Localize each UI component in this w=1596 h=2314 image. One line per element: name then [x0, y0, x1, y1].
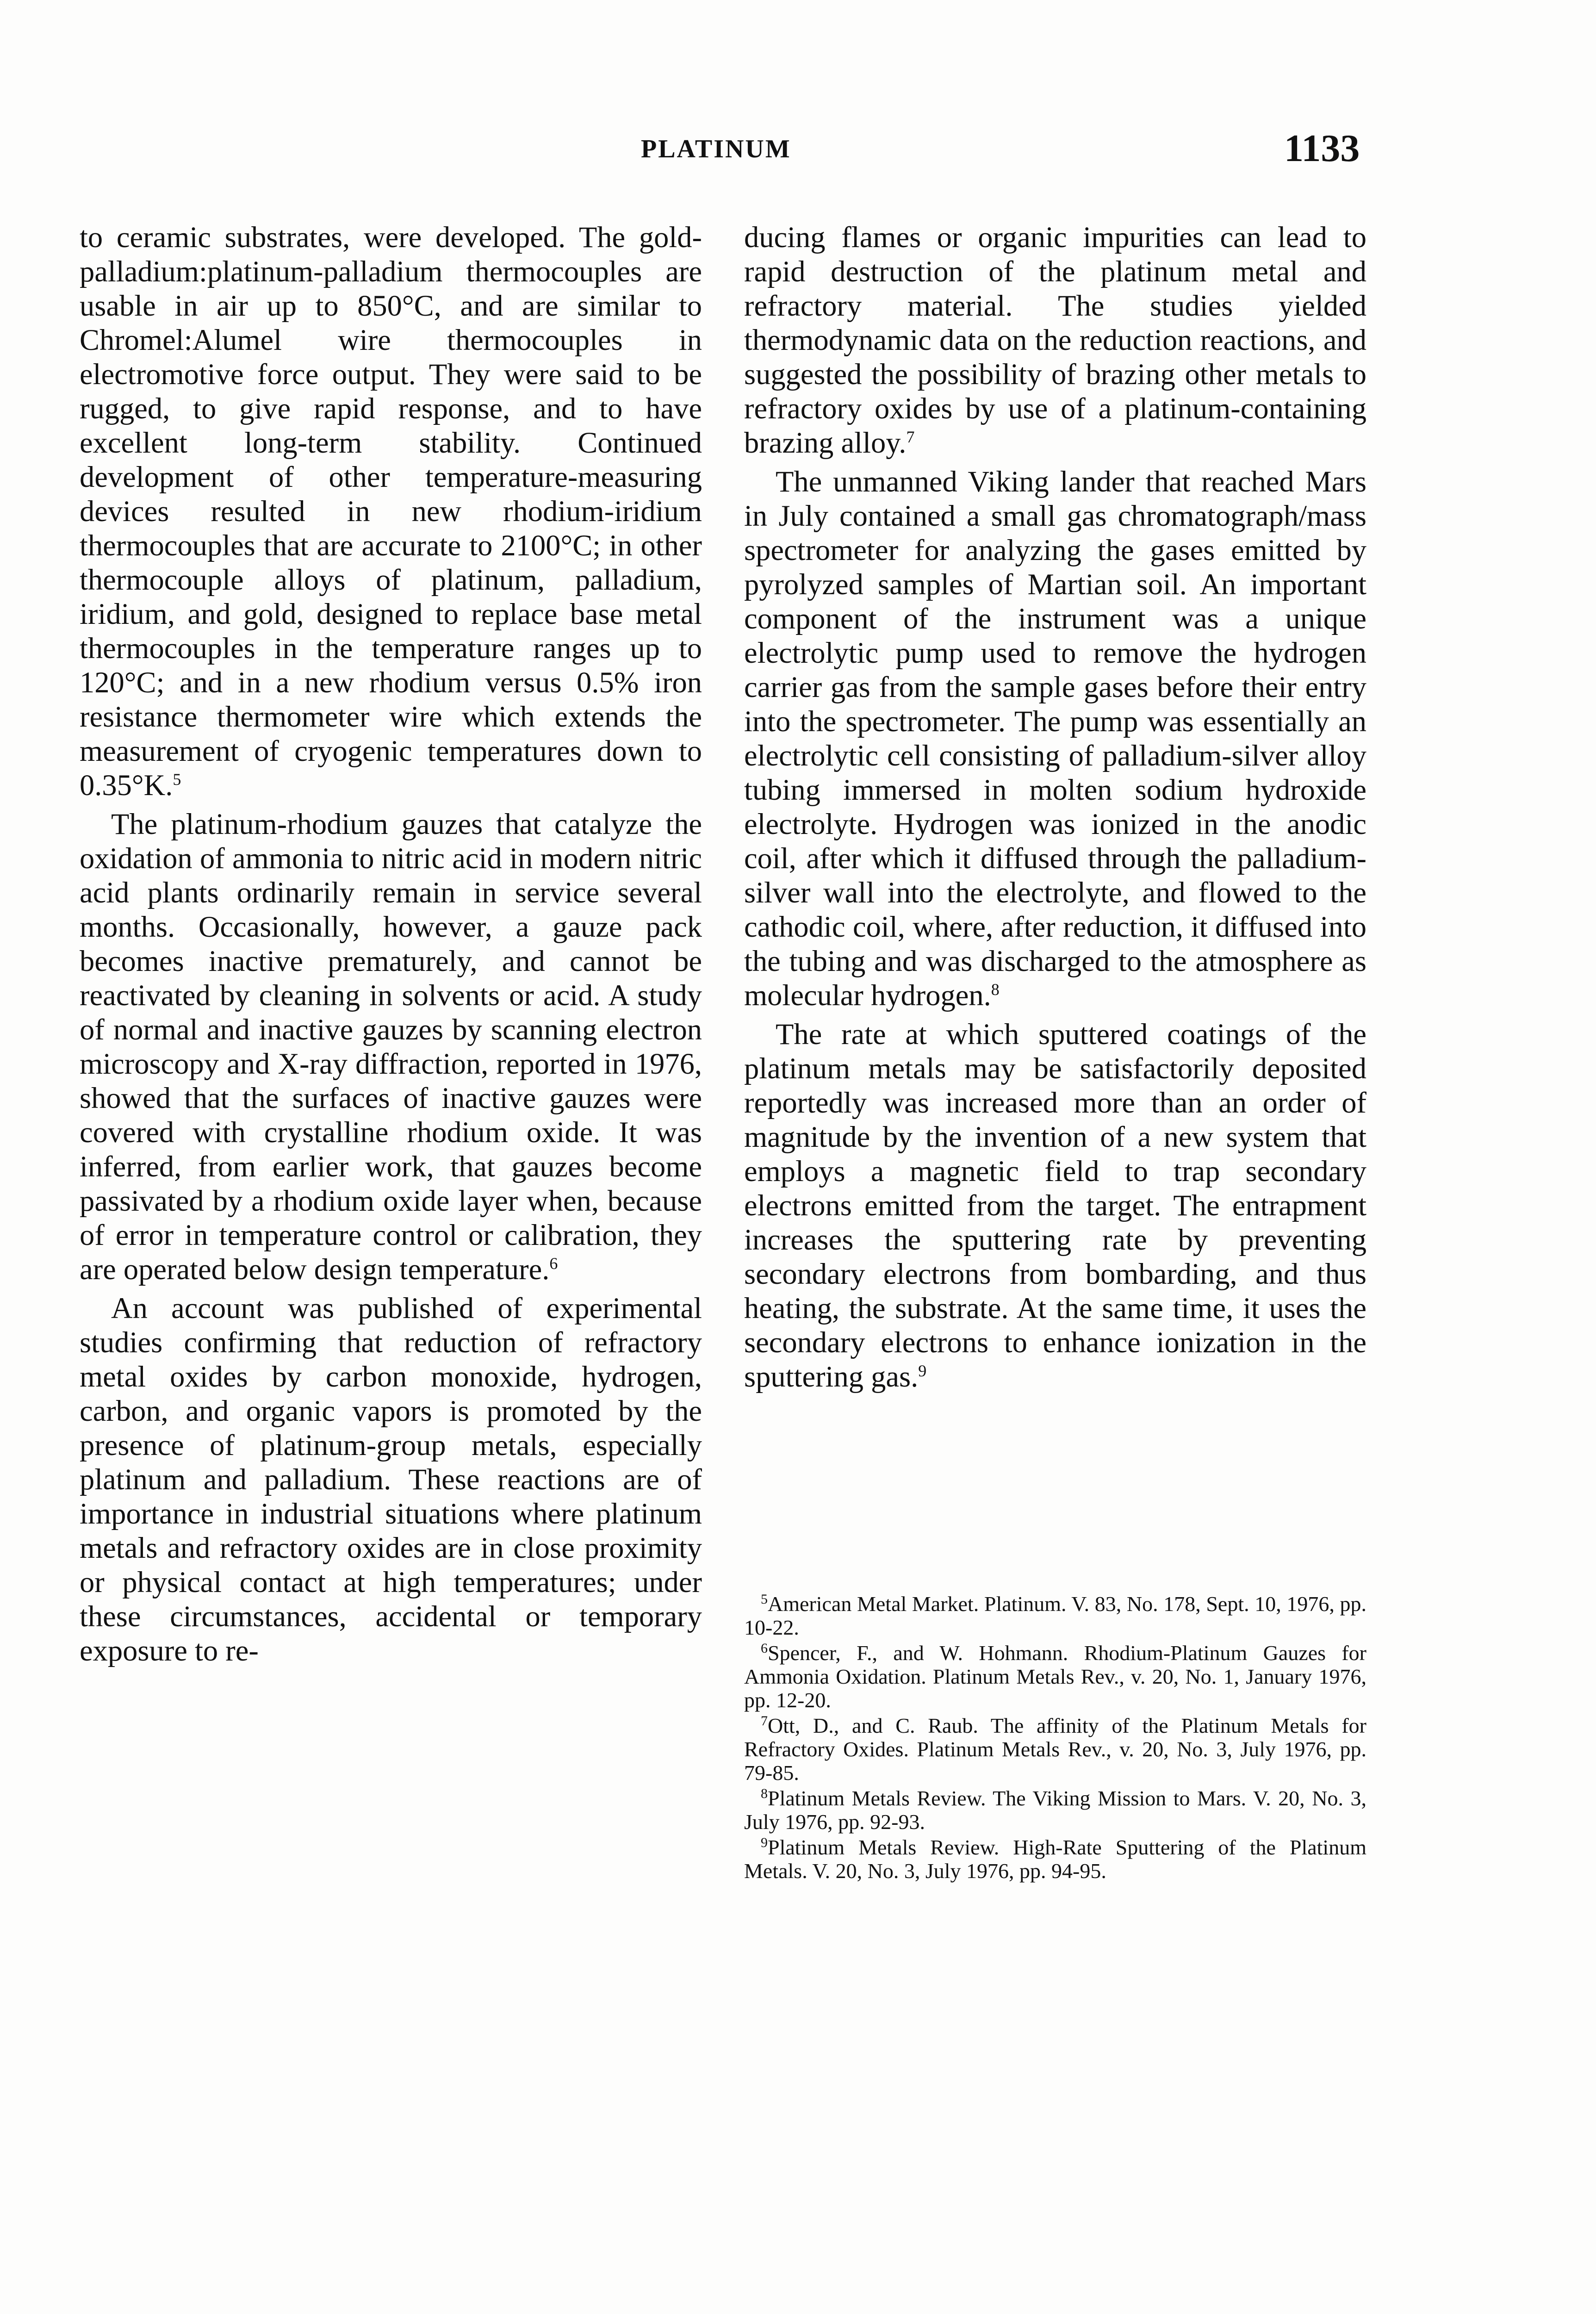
footnote-text: Platinum Metals Review. High-Rate Sputtering of the Platinum Metals. V. 20, No. 3, July 1976, pp. 94-95. — [744, 1835, 1366, 1883]
footnotes-section — [744, 1592, 1366, 1885]
paragraph — [744, 220, 1366, 460]
footnote-mark: 5 — [761, 1592, 768, 1607]
footnote — [744, 1714, 1366, 1785]
footnote-reference: 5 — [173, 770, 181, 789]
footnote-text: Ott, D., and C. Raub. The affinity of the Platinum Metals for Refractory Oxides. Platinum Metals Rev., v. 20, No. 3, July 1976, pp. 79-85. — [744, 1714, 1366, 1785]
footnote — [744, 1592, 1366, 1639]
footnote-mark: 6 — [761, 1641, 768, 1656]
paragraph-text: The unmanned Viking lander that reached Mars in July contained a small gas chromatograph/mass spectrometer for analyzing the gases emitted by pyrolyzed samples of Martian soil. An important component of the instrument was a unique electrolytic pump used to remove the hydrogen carrier gas from the sample gases before their entry into the spectrometer. The pump was essentially an electrolytic cell consisting of palladium-silver alloy tubing immersed in molten sodium hydroxide electrolyte. Hydrogen was ionized in the anodic coil, after which it diffused through the palladium-silver wall into the electrolyte, and flowed to the cathodic coil, where, after reduction, it diffused into the tubing and was discharged to the atmosphere as molecular hydrogen. — [744, 465, 1366, 1012]
right-text-column — [744, 220, 1366, 1394]
footnote-mark: 8 — [761, 1786, 768, 1801]
paragraph-text: The rate at which sputtered coatings of the platinum metals may be satisfactorily deposited reportedly was increased more than an order of magnitude by the invention of a new system that employs a magnetic field to trap secondary electrons emitted from the target. The entrapment increases the sputtering rate by preventing secondary electrons from bombarding, and thus heating, the substrate. At the same time, it uses the secondary electrons to enhance ionization in the sputtering gas. — [744, 1018, 1366, 1393]
paragraph — [80, 807, 702, 1287]
running-header — [0, 126, 1596, 181]
footnote-reference: 6 — [549, 1254, 558, 1273]
footnote — [744, 1786, 1366, 1834]
footnote-reference: 9 — [918, 1362, 927, 1380]
footnote-text: American Metal Market. Platinum. V. 83, No. 178, Sept. 10, 1976, pp. 10-22. — [744, 1592, 1366, 1639]
footnote-reference: 8 — [991, 980, 1000, 999]
footnote — [744, 1641, 1366, 1712]
footnote-mark: 7 — [761, 1713, 768, 1729]
paragraph — [744, 1017, 1366, 1394]
paragraph-text: ducing flames or organic impurities can lead to rapid destruction of the platinum metal and refractory material. The studies yielded thermodynamic data on the reduction reactions, and suggested the possibility of brazing other metals to refractory oxides by use of a platinum-containing brazing alloy. — [744, 221, 1366, 459]
paragraph-text: An account was published of experimental studies confirming that reduction of refractory metal oxides by carbon monoxide, hydrogen, carbon, and organic vapors is promoted by the presence of platinum-group metals, especially platinum and palladium. These reactions are of importance in industrial situations where platinum metals and refractory oxides are in close proximity or physical contact at high temperatures; under these circumstances, accidental or temporary exposure to re- — [80, 1292, 702, 1667]
left-text-column — [80, 220, 702, 1668]
paragraph-text: The platinum-rhodium gauzes that catalyze the oxidation of ammonia to nitric acid in modern nitric acid plants ordinarily remain in service several months. Occasionally, however, a gauze pack becomes inactive prematurely, and cannot be reactivated by cleaning in solvents or acid. A study of normal and inactive gauzes by scanning electron microscopy and X-ray diffraction, reported in 1976, showed that the surfaces of inactive gauzes were covered with crystalline rhodium oxide. It was inferred, from earlier work, that gauzes become passivated by a rhodium oxide layer when, because of error in temperature control or calibration, they are operated below design temperature. — [80, 808, 702, 1286]
footnote-text: Spencer, F., and W. Hohmann. Rhodium-Platinum Gauzes for Ammonia Oxidation. Platinum Metals Rev., v. 20, No. 1, January 1976, pp. 12-20. — [744, 1641, 1366, 1712]
paragraph — [80, 220, 702, 802]
footnote-reference: 7 — [906, 428, 915, 446]
footnote-mark: 9 — [761, 1835, 768, 1850]
footnote — [744, 1835, 1366, 1883]
running-title: PLATINUM — [641, 135, 791, 163]
paragraph — [744, 465, 1366, 1013]
paragraph — [80, 1291, 702, 1668]
page-number: 1133 — [1284, 127, 1360, 170]
paragraph-text: to ceramic substrates, were developed. The gold-palladium:platinum-palladium thermocouples are usable in air up to 850°C, and are similar to Chromel:Alumel wire thermocouples in electromotive force output. They were said to be rugged, to give rapid response, and to have excellent long-term stability. Continued development of other temperature-measuring devices resulted in new rhodium-iridium thermocouples that are accurate to 2100°C; in other thermocouple alloys of platinum, palladium, iridium, and gold, designed to replace base metal thermocouples in the temperature ranges up to 120°C; and in a new rhodium versus 0.5% iron resistance thermometer wire which extends the measurement of cryogenic temperatures down to 0.35°K. — [80, 221, 702, 802]
footnote-text: Platinum Metals Review. The Viking Mission to Mars. V. 20, No. 3, July 1976, pp. 92-93. — [744, 1786, 1366, 1834]
